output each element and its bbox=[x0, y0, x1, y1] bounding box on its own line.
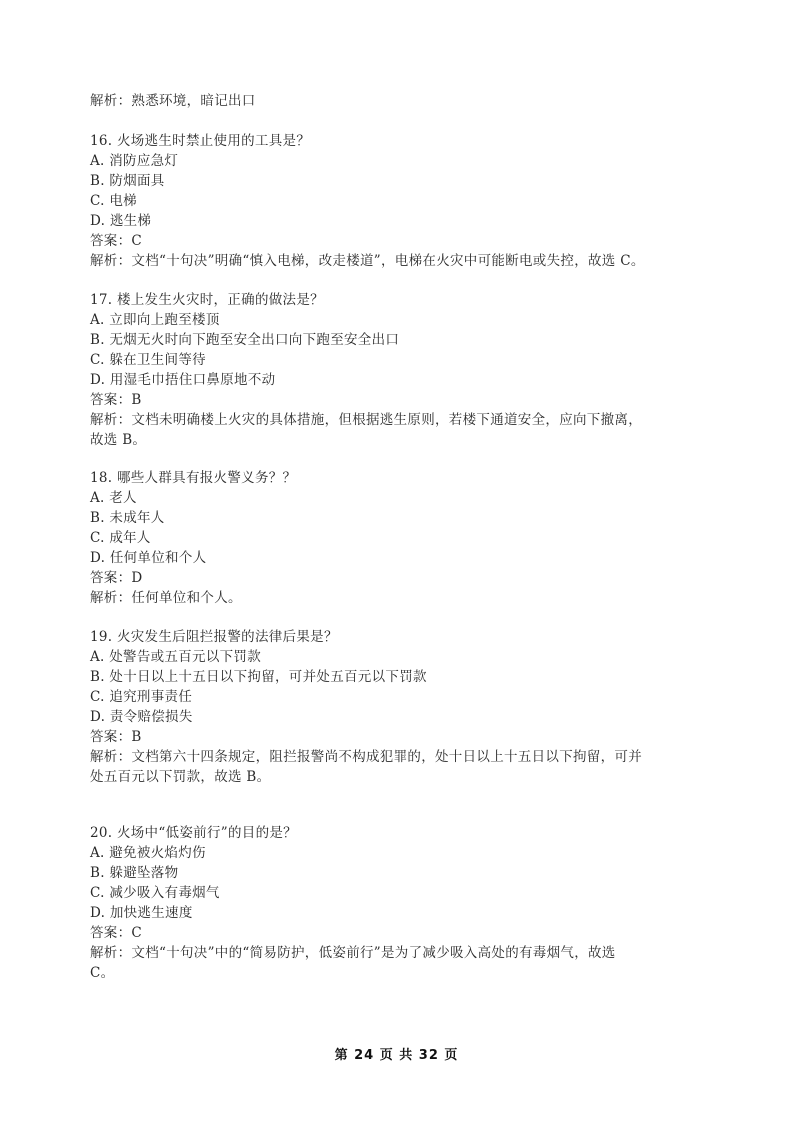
explanation: 解析：任何单位和个人。 bbox=[90, 590, 242, 606]
option-a: A. 立即向上跑至楼顶 bbox=[90, 312, 220, 328]
explanation-continued: 处五百元以下罚款，故选 B。 bbox=[90, 769, 271, 785]
explanation: 解析：文档“十句决”中的“简易防护，低姿前行”是为了减少吸入高处的有毒烟气，故选 bbox=[90, 945, 616, 961]
option-b: B. 躲避坠落物 bbox=[90, 865, 179, 881]
question-stem: 17. 楼上发生火灾时，正确的做法是？ bbox=[90, 292, 324, 308]
option-d: D. 任何单位和个人 bbox=[90, 550, 207, 566]
explanation-continued: C。 bbox=[90, 965, 115, 981]
question-stem: 19. 火灾发生后阻拦报警的法律后果是？ bbox=[90, 629, 338, 645]
option-b: B. 无烟无火时向下跑至安全出口向下跑至安全出口 bbox=[90, 332, 400, 348]
option-d: D. 责令赔偿损失 bbox=[90, 709, 193, 725]
explanation: 解析：文档未明确楼上火灾的具体措施，但根据逃生原则，若楼下通道安全，应向下撤离， bbox=[90, 412, 642, 428]
answer: 答案：C bbox=[90, 925, 143, 941]
answer: 答案：B bbox=[90, 392, 142, 408]
option-c: C. 追究刑事责任 bbox=[90, 689, 193, 705]
option-d: D. 加快逃生速度 bbox=[90, 905, 193, 921]
question-stem: 18. 哪些人群具有报火警义务？？ bbox=[90, 470, 297, 486]
option-b: B. 防烟面具 bbox=[90, 173, 165, 189]
option-c: C. 电梯 bbox=[90, 193, 137, 209]
explanation: 解析：文档第六十四条规定，阻拦报警尚不构成犯罪的，处十日以上十五日以下拘留，可并 bbox=[90, 749, 642, 765]
option-a: A. 老人 bbox=[90, 490, 137, 506]
option-b: B. 处十日以上十五日以下拘留，可并处五百元以下罚款 bbox=[90, 669, 427, 685]
question-stem: 20. 火场中“低姿前行”的目的是？ bbox=[90, 825, 297, 841]
option-a: A. 避免被火焰灼伤 bbox=[90, 845, 206, 861]
answer: 答案：C bbox=[90, 233, 143, 249]
explanation-continued: 故选 B。 bbox=[90, 432, 147, 448]
option-b: B. 未成年人 bbox=[90, 510, 165, 526]
option-a: A. 消防应急灯 bbox=[90, 153, 179, 169]
answer: 答案：B bbox=[90, 729, 142, 745]
option-a: A. 处警告或五百元以下罚款 bbox=[90, 649, 262, 665]
previous-explanation: 解析：熟悉环境，暗记出口 bbox=[90, 93, 256, 109]
option-c: C. 躲在卫生间等待 bbox=[90, 352, 206, 368]
option-c: C. 成年人 bbox=[90, 530, 151, 546]
explanation: 解析：文档“十句决”明确“慎入电梯，改走楼道”，电梯在火灾中可能断电或失控，故选 C。 bbox=[90, 253, 645, 269]
page-number-footer: 第 24 页 共 32 页 bbox=[334, 1048, 459, 1063]
option-c: C. 减少吸入有毒烟气 bbox=[90, 885, 220, 901]
option-d: D. 逃生梯 bbox=[90, 213, 152, 229]
option-d: D. 用湿毛巾捂住口鼻原地不动 bbox=[90, 372, 276, 388]
question-stem: 16. 火场逃生时禁止使用的工具是？ bbox=[90, 133, 311, 149]
answer: 答案：D bbox=[90, 570, 143, 586]
